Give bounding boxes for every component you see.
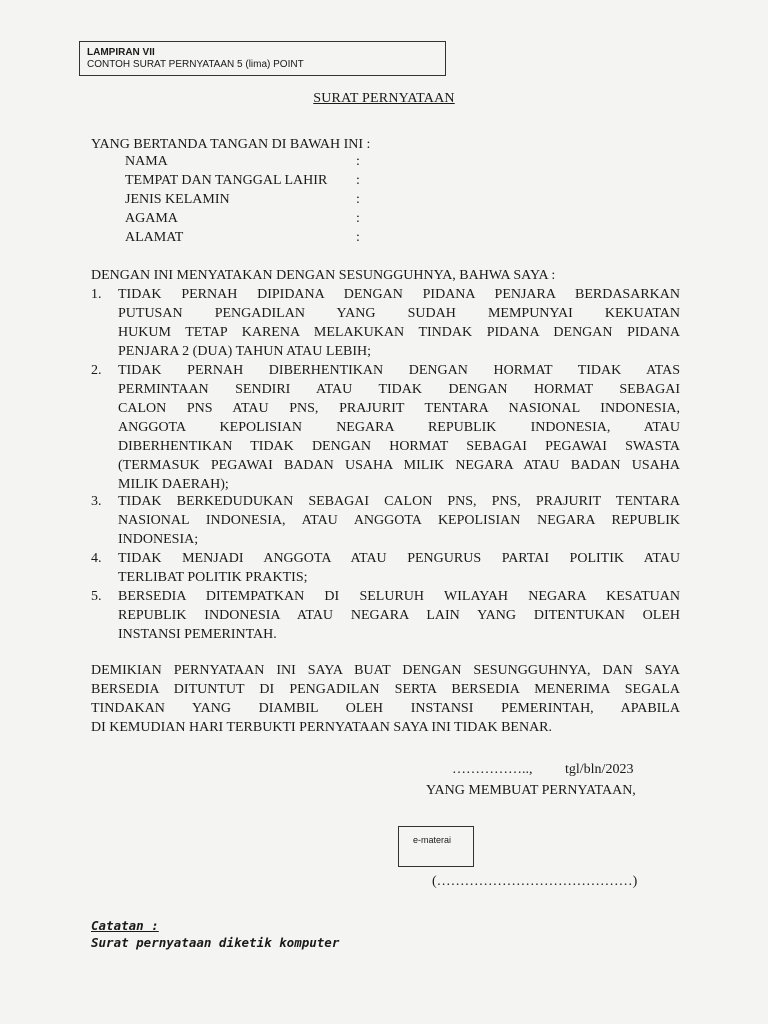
item-line: MILIK DAERAH); (118, 477, 229, 492)
signature-name-line: (……………………………………) (432, 874, 638, 889)
statement-item-4 (118, 549, 680, 587)
item-line: HUKUM TETAP KARENA MELAKUKAN TINDAK PIDANA DENGAN PIDANA (118, 325, 680, 340)
field-label-nama: NAMA (125, 154, 168, 169)
item-line: TIDAK MENJADI ANGGOTA ATAU PENGURUS PARTAI POLITIK ATAU (118, 551, 680, 566)
item-line: TERLIBAT POLITIK PRAKTIS; (118, 570, 308, 585)
note-heading: Catatan : (91, 918, 159, 933)
item-number: 5. (91, 589, 102, 604)
item-line: PUTUSAN PENGADILAN YANG SUDAH MEMPUNYAI KEKUATAN (118, 306, 680, 321)
statement-item-2 (118, 361, 680, 494)
item-line: REPUBLIK INDONESIA ATAU NEGARA LAIN YANG DITENTUKAN OLEH (118, 608, 680, 623)
closing-line: DEMIKIAN PERNYATAAN INI SAYA BUAT DENGAN SESUNGGUHNYA, DAN SAYA (91, 663, 680, 678)
item-number: 3. (91, 494, 102, 509)
closing-line: TINDAKAN YANG DIAMBIL OLEH INSTANSI PEMERINTAH, APABILA (91, 701, 680, 716)
lampiran-box (79, 41, 446, 76)
field-label-jenis-kelamin: JENIS KELAMIN (125, 192, 230, 207)
item-line: CALON PNS ATAU PNS, PRAJURIT TENTARA NASIONAL INDONESIA, (118, 401, 680, 416)
item-number: 1. (91, 287, 102, 302)
item-number: 2. (91, 363, 102, 378)
field-colon: : (356, 173, 360, 188)
statement-item-5 (118, 587, 680, 644)
field-colon: : (356, 211, 360, 226)
closing-line: DI KEMUDIAN HARI TERBUKTI PERNYATAAN SAYA INI TIDAK BENAR. (91, 720, 553, 735)
e-materai-label: e-materai (413, 835, 452, 845)
field-label-agama: AGAMA (125, 211, 178, 226)
document-title: SURAT PERNYATAAN (313, 91, 455, 106)
field-colon: : (356, 154, 360, 169)
item-line: INDONESIA; (118, 532, 199, 547)
field-colon: : (356, 230, 360, 245)
item-line: PENJARA 2 (DUA) TAHUN ATAU LEBIH; (118, 344, 371, 359)
item-line: BERSEDIA DITEMPATKAN DI SELURUH WILAYAH NEGARA KESATUAN (118, 589, 680, 604)
closing-line: BERSEDIA DITUNTUT DI PENGADILAN SERTA BERSEDIA MENERIMA SEGALA (91, 682, 680, 697)
lampiran-title: LAMPIRAN VII (87, 47, 155, 58)
field-label-ttl: TEMPAT DAN TANGGAL LAHIR (125, 173, 328, 188)
e-materai-box (398, 826, 474, 867)
item-line: DIBERHENTIKAN TIDAK DENGAN HORMAT SEBAGAI PEGAWAI SWASTA (118, 439, 680, 454)
note-text: Surat pernyataan diketik komputer (91, 935, 340, 950)
statement-item-1 (118, 285, 680, 361)
field-colon: : (356, 192, 360, 207)
item-line: INSTANSI PEMERINTAH. (118, 627, 277, 642)
item-line: NASIONAL INDONESIA, ATAU ANGGOTA KEPOLISIAN NEGARA REPUBLIK (118, 513, 680, 528)
statement-intro: DENGAN INI MENYATAKAN DENGAN SESUNGGUHNYA, BAHWA SAYA : (91, 268, 556, 283)
field-label-alamat: ALAMAT (125, 230, 184, 245)
signature-place: …………….., (452, 762, 533, 777)
intro-text: YANG BERTANDA TANGAN DI BAWAH INI : (91, 137, 371, 152)
item-line: ANGGOTA KEPOLISIAN NEGARA REPUBLIK INDONESIA, ATAU (118, 420, 680, 435)
item-line: PERMINTAAN SENDIRI ATAU TIDAK DENGAN HORMAT SEBAGAI (118, 382, 680, 397)
signature-maker: YANG MEMBUAT PERNYATAAN, (426, 783, 636, 798)
item-number: 4. (91, 551, 102, 566)
item-line: (TERMASUK PEGAWAI BADAN USAHA MILIK NEGARA ATAU BADAN USAHA (118, 458, 680, 473)
item-line: TIDAK PERNAH DIPIDANA DENGAN PIDANA PENJARA BERDASARKAN (118, 287, 680, 302)
item-line: TIDAK PERNAH DIBERHENTIKAN DENGAN HORMAT TIDAK ATAS (118, 363, 680, 378)
signature-date: tgl/bln/2023 (565, 762, 634, 777)
statement-item-3 (118, 492, 680, 549)
closing-paragraph (91, 661, 680, 737)
lampiran-subtitle: CONTOH SURAT PERNYATAAN 5 (lima) POINT (87, 59, 304, 70)
item-line: TIDAK BERKEDUDUKAN SEBAGAI CALON PNS, PNS, PRAJURIT TENTARA (118, 494, 680, 509)
